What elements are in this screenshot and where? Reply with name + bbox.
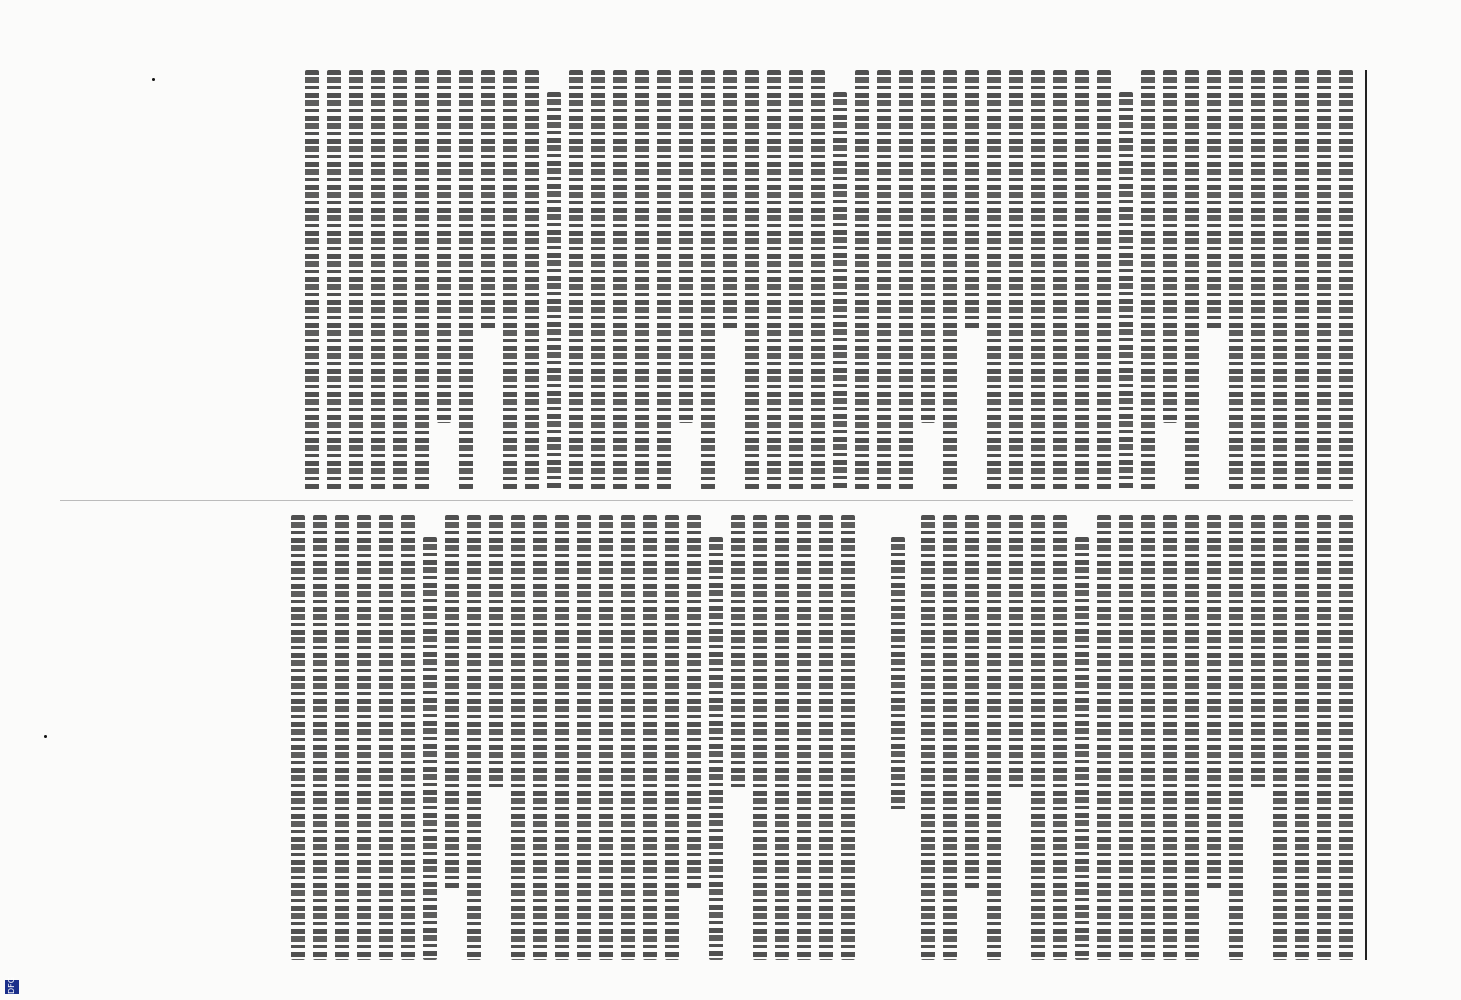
text-line <box>1251 70 1265 490</box>
text-line <box>511 515 525 960</box>
text-line <box>1053 70 1067 490</box>
text-line <box>1075 70 1089 490</box>
text-line <box>731 515 745 791</box>
right-text-column <box>60 515 1353 960</box>
text-line <box>305 70 319 490</box>
text-line <box>481 70 495 330</box>
text-line <box>1295 70 1309 490</box>
text-line <box>921 515 935 960</box>
text-line <box>1163 515 1177 960</box>
text-line <box>753 515 767 960</box>
text-line <box>349 70 363 490</box>
text-line <box>1317 70 1331 490</box>
text-line <box>1119 515 1133 960</box>
text-line <box>797 515 811 960</box>
text-line <box>503 70 517 490</box>
text-line <box>899 70 913 490</box>
left-text-column <box>60 70 1353 490</box>
text-line <box>657 70 671 490</box>
text-line <box>855 70 869 490</box>
text-line <box>775 515 789 960</box>
text-line <box>665 515 679 960</box>
text-line <box>1075 537 1089 960</box>
text-line <box>1273 70 1287 490</box>
text-line <box>965 70 979 330</box>
text-line <box>613 70 627 490</box>
text-line <box>393 70 407 490</box>
text-line <box>877 70 891 490</box>
text-line <box>1119 92 1133 490</box>
text-line <box>921 70 935 423</box>
text-line <box>943 515 957 960</box>
text-line <box>789 70 803 490</box>
text-line <box>679 70 693 423</box>
text-line <box>687 515 701 889</box>
text-line <box>533 515 547 960</box>
text-line <box>1251 515 1265 791</box>
text-line <box>423 537 437 960</box>
text-line <box>819 515 833 960</box>
text-line <box>841 515 855 960</box>
text-line <box>811 70 825 490</box>
text-line <box>767 70 781 490</box>
text-line <box>1317 515 1331 960</box>
text-line <box>1031 70 1045 490</box>
text-line <box>467 515 481 960</box>
text-line <box>445 515 459 889</box>
text-line <box>335 515 349 960</box>
text-line <box>987 515 1001 960</box>
text-line <box>1141 70 1155 490</box>
text-line <box>357 515 371 960</box>
text-line <box>643 515 657 960</box>
text-line <box>371 70 385 490</box>
text-line <box>591 70 605 490</box>
text-line <box>569 70 583 490</box>
text-line <box>577 515 591 960</box>
scan-speck <box>152 78 155 81</box>
text-line <box>525 70 539 490</box>
text-line <box>437 70 451 423</box>
text-line <box>1207 515 1221 889</box>
text-line <box>1009 70 1023 490</box>
text-line <box>1185 70 1199 490</box>
text-line <box>943 70 957 490</box>
text-line <box>1163 70 1177 423</box>
text-line <box>1339 515 1353 960</box>
text-line <box>327 70 341 490</box>
text-line <box>459 70 473 490</box>
text-line <box>489 515 503 791</box>
text-line <box>1097 70 1111 490</box>
text-line <box>1185 515 1199 960</box>
text-line <box>987 70 1001 490</box>
text-line <box>1207 70 1221 330</box>
text-line <box>709 537 723 960</box>
text-line <box>291 515 305 960</box>
text-line <box>313 515 327 960</box>
digitization-footer <box>0 0 24 1000</box>
text-line <box>745 70 759 490</box>
text-line <box>599 515 613 960</box>
scan-speck <box>44 735 47 738</box>
column-divider <box>60 500 1353 501</box>
page-header <box>1365 70 1421 960</box>
text-line <box>1097 515 1111 960</box>
text-line <box>401 515 415 960</box>
text-line <box>547 92 561 490</box>
text-line <box>723 70 737 330</box>
text-line <box>1031 515 1045 960</box>
text-line <box>1141 515 1155 960</box>
text-line <box>555 515 569 960</box>
text-line <box>1009 515 1023 791</box>
text-line <box>415 70 429 490</box>
text-line <box>1273 515 1287 960</box>
text-line <box>833 92 847 490</box>
text-line <box>965 515 979 889</box>
text-line <box>701 70 715 490</box>
text-line <box>1229 70 1243 490</box>
text-line <box>621 515 635 960</box>
text-line <box>1295 515 1309 960</box>
text-line <box>635 70 649 490</box>
text-line <box>379 515 393 960</box>
dfg-logo-icon: DFG <box>5 980 19 994</box>
text-line <box>1339 70 1353 490</box>
text-line <box>1053 515 1067 960</box>
text-line <box>1229 515 1243 960</box>
